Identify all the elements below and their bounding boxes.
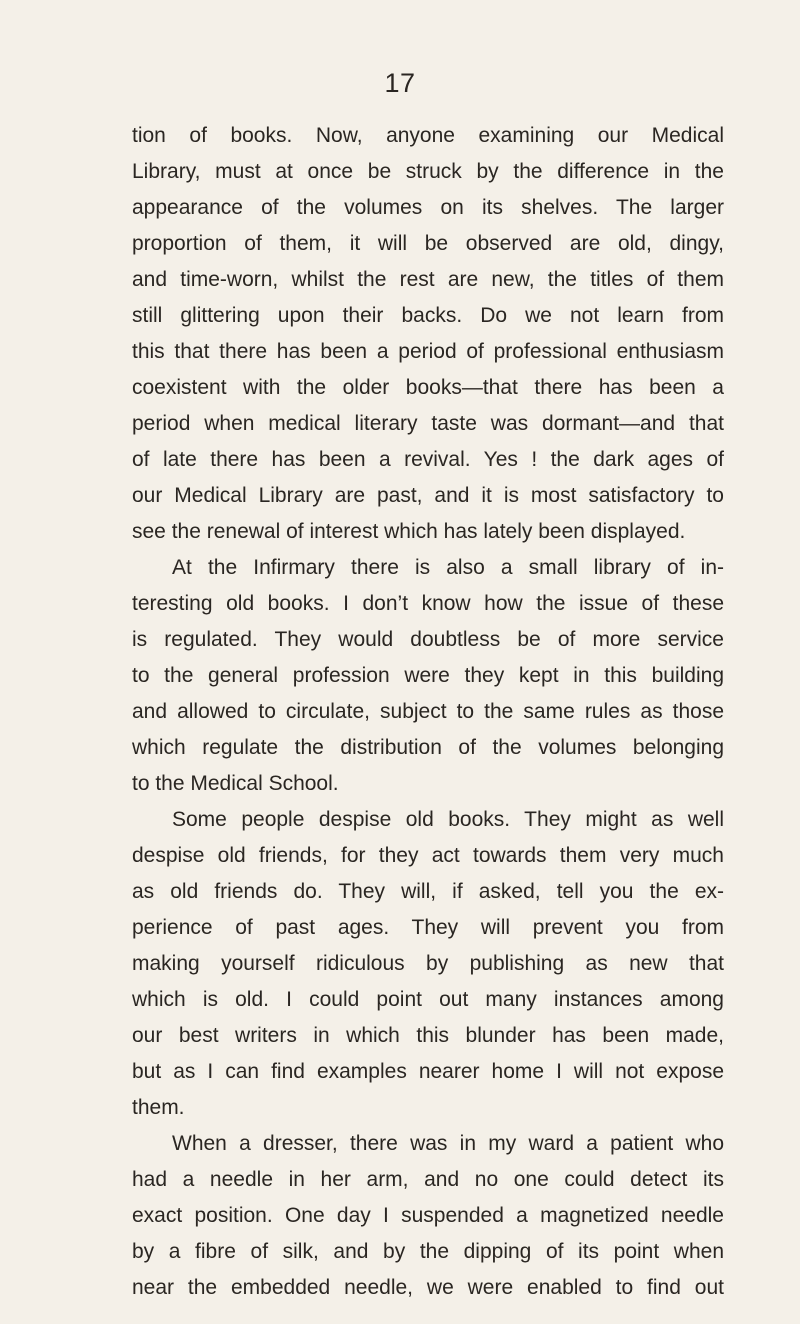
text-line: making yourself ridiculous by publishing as new that xyxy=(132,952,724,975)
text-line: our best writers in which this blunder has been made, xyxy=(132,1024,724,1047)
text-line: as old friends do. They will, if asked, tell you the ex- xyxy=(132,880,724,903)
text-line: period when medical literary taste was dormant—and that xyxy=(132,412,724,435)
text-line: our Medical Library are past, and it is most satisfactory to xyxy=(132,484,724,507)
text-line: and time-worn, whilst the rest are new, the titles of them xyxy=(132,268,724,291)
text-line: of late there has been a revival. Yes ! the dark ages of xyxy=(132,448,724,471)
text-line: which regulate the distribution of the volumes belonging xyxy=(132,736,724,759)
text-line: which is old. I could point out many instances among xyxy=(132,988,724,1011)
text-line: still glittering upon their backs. Do we not learn from xyxy=(132,304,724,327)
text-line: tion of books. Now, anyone examining our Medical xyxy=(132,124,724,147)
text-line: Library, must at once be struck by the difference in the xyxy=(132,160,724,183)
text-line: but as I can find examples nearer home I will not expose xyxy=(132,1060,724,1083)
text-line: this that there has been a period of professional enthusiasm xyxy=(132,340,724,363)
text-line: near the embedded needle, we were enabled to find out xyxy=(132,1276,724,1299)
text-line: At the Infirmary there is also a small library of in- xyxy=(172,556,724,579)
text-line: When a dresser, there was in my ward a patient who xyxy=(172,1132,724,1155)
text-line: to the Medical School. xyxy=(132,772,339,795)
page-number: 17 xyxy=(384,68,416,98)
text-line: had a needle in her arm, and no one could detect its xyxy=(132,1168,724,1191)
text-line: teresting old books. I don’t know how the issue of these xyxy=(132,592,724,615)
text-line: exact position. One day I suspended a magnetized needle xyxy=(132,1204,724,1227)
text-line: coexistent with the older books—that there has been a xyxy=(132,376,724,399)
text-line: proportion of them, it will be observed are old, dingy, xyxy=(132,232,724,255)
text-line: and allowed to circulate, subject to the same rules as those xyxy=(132,700,724,723)
text-line: see the renewal of interest which has lately been displayed. xyxy=(132,520,686,543)
text-line: to the general profession were they kept in this building xyxy=(132,664,724,687)
text-line: despise old friends, for they act towards them very much xyxy=(132,844,724,867)
text-line: is regulated. They would doubtless be of more service xyxy=(132,628,724,651)
text-line: by a fibre of silk, and by the dipping of its point when xyxy=(132,1240,724,1263)
text-line: appearance of the volumes on its shelves. The larger xyxy=(132,196,724,219)
text-line: Some people despise old books. They might as well xyxy=(172,808,724,831)
text-line: them. xyxy=(132,1096,185,1119)
text-line: perience of past ages. They will prevent you from xyxy=(132,916,724,939)
body-text xyxy=(132,118,724,1306)
